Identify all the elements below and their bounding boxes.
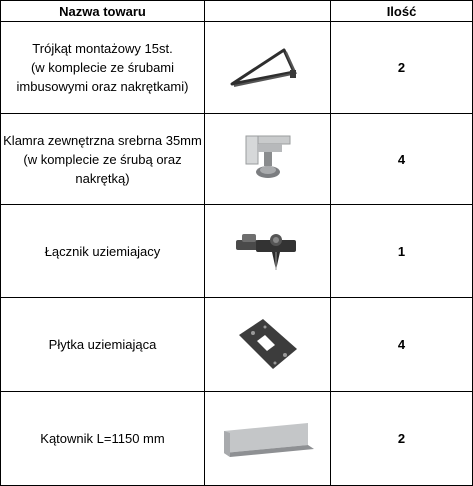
table-header-row <box>1 1 473 22</box>
product-name: Łącznik uziemiajacy <box>1 205 205 298</box>
table-row <box>1 392 473 486</box>
angle-bar-icon <box>216 419 320 459</box>
product-quantity: 4 <box>331 298 473 392</box>
product-name <box>1 22 205 114</box>
end-clamp-icon <box>238 130 298 188</box>
product-image-cell <box>205 114 331 205</box>
product-quantity: 2 <box>331 392 473 486</box>
table-row <box>1 205 473 298</box>
table-row <box>1 22 473 114</box>
product-quantity: 2 <box>331 22 473 114</box>
mounting-triangle-icon <box>228 44 308 92</box>
product-image-cell <box>205 205 331 298</box>
product-quantity: 4 <box>331 114 473 205</box>
table-row <box>1 298 473 392</box>
table-row <box>1 114 473 205</box>
product-image-cell <box>205 22 331 114</box>
product-name: Kątownik L=1150 mm <box>1 392 205 486</box>
product-quantity: 1 <box>331 205 473 298</box>
product-image-cell <box>205 298 331 392</box>
product-name-line-1: Trójkąt montażowy 15st. (w komplecie ze śrubami imbusowymi oraz nakrętkami) <box>16 41 189 94</box>
product-image-cell <box>205 392 331 486</box>
grounding-plate-icon <box>235 315 301 375</box>
grounding-connector-icon <box>232 226 304 276</box>
product-name: Klamra zewnętrzna srebrna 35mm (w komplecie ze śrubą oraz nakrętką) <box>1 114 205 205</box>
header-quantity: Ilość <box>331 1 473 22</box>
product-name: Płytka uziemiająca <box>1 298 205 392</box>
header-image <box>205 1 331 22</box>
header-product-name: Nazwa towaru <box>1 1 205 22</box>
